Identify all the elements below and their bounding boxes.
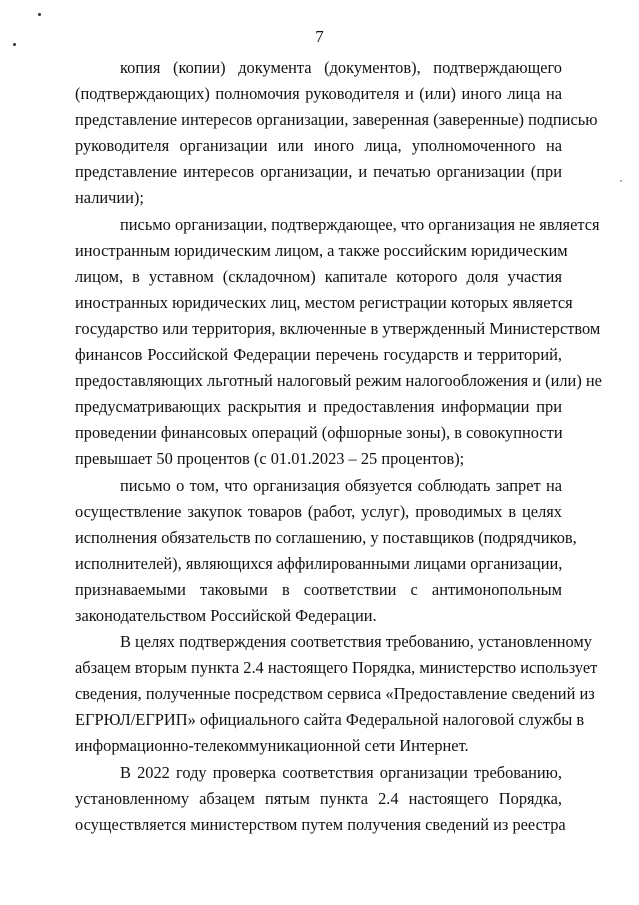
scan-speck xyxy=(13,43,16,46)
text-line: признаваемыми таковыми в соответствии с антимонопольным xyxy=(75,579,562,599)
text-line: В 2022 году проверка соответствия организации требованию, xyxy=(120,762,562,782)
text-line: проведении финансовых операций (офшорные зоны), в совокупности xyxy=(75,423,563,443)
text-line: исполнителей), являющихся аффилированными лицами организации, xyxy=(75,553,563,573)
text-line: наличии); xyxy=(75,188,144,208)
text-line: иностранным юридическим лицом, а также российским юридическим xyxy=(75,240,568,260)
paragraph xyxy=(75,55,598,212)
text-line: осуществляется министерством путем получения сведений из реестра xyxy=(75,814,566,834)
text-line: государство или территория, включенные в утвержденный Министерством xyxy=(75,318,601,338)
text-line: В целях подтверждения соответствия требованию, установленному xyxy=(120,632,592,652)
text-line: лицом, в уставном (складочном) капитале которого доля участия xyxy=(75,266,562,286)
text-line: представление интересов организации, заверенная (заверенные) подписью xyxy=(75,110,598,130)
page-number: 7 xyxy=(315,27,324,46)
text-line: письмо о том, что организация обязуется соблюдать запрет на xyxy=(120,475,562,495)
paragraph xyxy=(75,473,577,630)
paragraph xyxy=(75,212,602,473)
text-line: превышает 50 процентов (с 01.01.2023 – 25 процентов); xyxy=(75,449,465,469)
document-body xyxy=(75,55,602,838)
text-line: осуществление закупок товаров (работ, услуг), проводимых в целях xyxy=(75,501,562,521)
paragraph xyxy=(75,629,598,759)
text-line: абзацем вторым пункта 2.4 настоящего Порядка, министерство использует xyxy=(75,658,598,678)
text-line: исполнения обязательств по соглашению, у поставщиков (подрядчиков, xyxy=(75,527,577,547)
text-line: информационно-телекоммуникационной сети Интернет. xyxy=(75,736,469,756)
text-line: финансов Российской Федерации перечень государств и территорий, xyxy=(75,345,562,365)
text-line: ЕГРЮЛ/ЕГРИП» официального сайта Федеральной налоговой службы в xyxy=(75,710,585,730)
text-line: письмо организации, подтверждающее, что организация не является xyxy=(120,214,600,234)
scan-speck xyxy=(620,180,622,182)
text-line: установленному абзацем пятым пункта 2.4 настоящего Порядка, xyxy=(75,788,562,808)
text-line: законодательством Российской Федерации. xyxy=(75,605,377,625)
text-line: копия (копии) документа (документов), подтверждающего xyxy=(120,58,562,77)
text-line: иностранных юридических лиц, местом регистрации которых является xyxy=(75,292,573,312)
text-line: (подтверждающих) полномочия руководителя и (или) иного лица на xyxy=(75,84,562,104)
text-line: предусматривающих раскрытия и предоставления информации при xyxy=(75,397,562,417)
text-line: сведения, полученные посредством сервиса «Предоставление сведений из xyxy=(75,684,595,704)
text-line: предоставляющих льготный налоговый режим налогообложения и (или) не xyxy=(75,371,602,391)
paragraph xyxy=(75,760,566,838)
scan-speck xyxy=(38,13,41,16)
text-line: руководителя организации или иного лица, уполномоченного на xyxy=(75,136,562,156)
text-line: представление интересов организации, и печатью организации (при xyxy=(75,162,562,182)
